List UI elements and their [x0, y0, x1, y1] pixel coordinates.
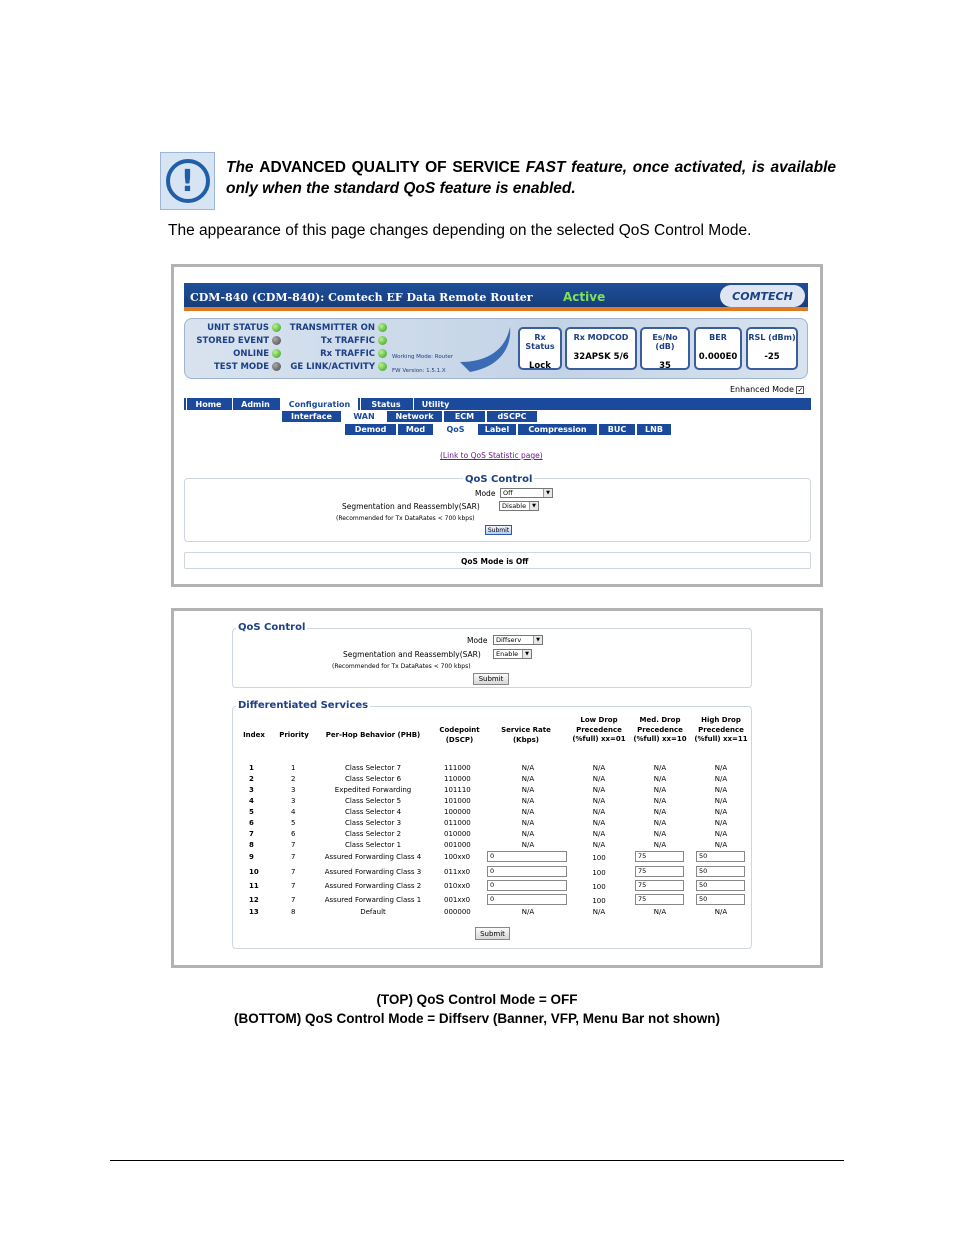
cell-priority: 7: [291, 841, 296, 849]
cell-low: N/A: [592, 830, 606, 838]
submit-button-3[interactable]: Submit: [475, 927, 510, 940]
led-icon: [378, 336, 387, 345]
status-box-value: 35: [659, 361, 671, 371]
note-text: [226, 157, 836, 199]
menu-tab-label[interactable]: Label: [478, 424, 516, 435]
cell-priority: 4: [291, 808, 296, 816]
recommended-note-2: (Recommended for Tx DataRates < 700 kbps): [332, 663, 471, 670]
menu-tab-utility[interactable]: Utility: [413, 398, 457, 410]
caption-line-1: (TOP) QoS Control Mode = OFF: [376, 992, 578, 1007]
status-box-value: -25: [764, 352, 780, 362]
qos-mode-status: QoS Mode is Off: [461, 557, 529, 566]
status-indicator: [284, 349, 387, 362]
cell-phb: Assured Forwarding Class 2: [324, 882, 422, 890]
mode-label: Mode: [475, 489, 496, 498]
menu-tab-qos[interactable]: QoS: [435, 424, 476, 435]
cell-rate: N/A: [521, 908, 535, 916]
cell-dscp: 101110: [444, 786, 471, 794]
qos-statistic-link[interactable]: (Link to QoS Statistic page): [440, 451, 543, 460]
header-index: Index: [243, 731, 265, 739]
swoosh-graphic: [460, 322, 520, 374]
enhanced-mode-label: Enhanced Mode: [730, 385, 794, 394]
header-phb: Per-Hop Behavior (PHB): [325, 731, 421, 739]
cell-index: 5: [249, 808, 254, 816]
status-indicator: [284, 362, 387, 375]
cell-priority: 7: [291, 868, 296, 876]
active-status: Active: [563, 290, 606, 304]
cell-dscp: 000000: [444, 908, 471, 916]
high-drop-input[interactable]: 50: [696, 866, 745, 877]
cell-index: 7: [249, 830, 254, 838]
cell-low: 100: [592, 869, 606, 877]
led-icon: [378, 323, 387, 332]
menu-tab-home[interactable]: Home: [186, 398, 230, 410]
cell-priority: 6: [291, 830, 296, 838]
med-drop-input[interactable]: 75: [635, 851, 684, 862]
sub-menu: [280, 411, 540, 422]
led-icon: [272, 336, 281, 345]
status-label: STORED EVENT: [196, 336, 269, 346]
cell-med: N/A: [653, 808, 667, 816]
cell-dscp: 011000: [444, 819, 471, 827]
status-box-label: RSL (dBm): [748, 333, 796, 342]
sar-select[interactable]: Disable ▼: [499, 501, 539, 511]
service-rate-input[interactable]: 0: [487, 880, 567, 891]
cell-priority: 7: [291, 882, 296, 890]
cell-med: N/A: [653, 764, 667, 772]
cell-low: N/A: [592, 764, 606, 772]
cell-rate: N/A: [521, 797, 535, 805]
cell-priority: 1: [291, 764, 296, 772]
cell-low: 100: [592, 883, 606, 891]
cell-med: N/A: [653, 797, 667, 805]
sar-select-2[interactable]: Enable ▼: [493, 649, 532, 659]
main-menu: [184, 398, 811, 410]
qos-control-title: QoS Control: [465, 474, 533, 485]
cell-rate: N/A: [521, 819, 535, 827]
status-indicator: [186, 323, 281, 336]
cell-med: N/A: [653, 841, 667, 849]
service-rate-input[interactable]: 0: [487, 866, 567, 877]
mode-select[interactable]: Off ▼: [500, 488, 553, 498]
mode-label-2: Mode: [467, 636, 488, 645]
led-icon: [378, 362, 387, 371]
status-label: Tx TRAFFIC: [320, 336, 375, 346]
cell-med: N/A: [653, 786, 667, 794]
header-high: High Drop Precedence (%full) xx=11: [694, 716, 748, 743]
status-label: UNIT STATUS: [207, 323, 269, 333]
cell-high: N/A: [714, 819, 728, 827]
cell-priority: 5: [291, 819, 296, 827]
cell-index: 2: [249, 775, 254, 783]
cell-priority: 7: [291, 853, 296, 861]
menu-tab-ecm[interactable]: ECM: [444, 411, 485, 422]
led-icon: [378, 349, 387, 358]
cell-med: N/A: [653, 819, 667, 827]
cell-index: 13: [249, 908, 259, 916]
med-drop-input[interactable]: 75: [635, 880, 684, 891]
led-icon: [272, 349, 281, 358]
cell-high: N/A: [714, 797, 728, 805]
cell-phb: Class Selector 2: [344, 830, 402, 838]
status-indicators-mid: [284, 323, 387, 375]
cell-rate: N/A: [521, 808, 535, 816]
cell-index: 8: [249, 841, 254, 849]
note-part: ADVANCED QUALITY OF SERVICE: [259, 159, 526, 176]
cell-low: N/A: [592, 808, 606, 816]
cell-priority: 2: [291, 775, 296, 783]
intro-text: The appearance of this page changes depending on the selected QoS Control Mode.: [168, 222, 752, 239]
status-box: [694, 327, 742, 370]
cell-dscp: 010xx0: [444, 882, 471, 890]
note-part: The: [226, 159, 260, 176]
cell-phb: Class Selector 7: [344, 764, 402, 772]
status-label: GE LINK/ACTIVITY: [290, 362, 375, 372]
cell-high: N/A: [714, 786, 728, 794]
menu-tab-interface[interactable]: Interface: [282, 411, 341, 422]
cell-med: N/A: [653, 775, 667, 783]
note-part: FAST feature, once activated, is available only when the standard QoS feature is enabled.: [226, 159, 836, 197]
status-indicators-left: [186, 323, 281, 375]
comtech-logo: COMTECH: [720, 285, 805, 307]
cell-index: 3: [249, 786, 254, 794]
menu-tab-dscpc[interactable]: dSCPC: [487, 411, 537, 422]
cell-priority: 8: [291, 908, 296, 916]
menu-tab-mod[interactable]: Mod: [398, 424, 433, 435]
status-box: [565, 327, 637, 370]
diffserv-title: Differentiated Services: [238, 700, 369, 711]
cell-med: N/A: [653, 908, 667, 916]
cell-low: 100: [592, 854, 606, 862]
med-drop-input[interactable]: 75: [635, 866, 684, 877]
cell-phb: Class Selector 3: [344, 819, 402, 827]
cell-low: N/A: [592, 786, 606, 794]
cell-phb: Assured Forwarding Class 3: [324, 868, 422, 876]
status-label: TRANSMITTER ON: [289, 323, 375, 333]
cell-phb: Expedited Forwarding: [334, 786, 412, 794]
cell-rate: N/A: [521, 786, 535, 794]
cell-priority: 3: [291, 797, 296, 805]
cell-priority: 7: [291, 896, 296, 904]
status-indicator: [284, 336, 387, 349]
header-priority: Priority: [279, 731, 309, 739]
enhanced-mode[interactable]: [730, 385, 804, 394]
med-drop-input[interactable]: 75: [635, 894, 684, 905]
cell-high: N/A: [714, 764, 728, 772]
cell-dscp: 110000: [444, 775, 471, 783]
status-indicator: [186, 336, 281, 349]
status-box-value: 32APSK 5/6: [573, 352, 629, 362]
working-mode: Working Mode: Router: [392, 354, 453, 360]
menu-tab-network[interactable]: Network: [387, 411, 442, 422]
cell-low: N/A: [592, 819, 606, 827]
status-label: Rx TRAFFIC: [320, 349, 375, 359]
cell-high: N/A: [714, 908, 728, 916]
fw-version: FW Version: 1.5.1.X: [392, 368, 446, 374]
status-indicator: [284, 323, 387, 336]
status-box-label: Rx Status: [525, 333, 555, 351]
cell-index: 10: [249, 868, 259, 876]
qos-control-title-2: QoS Control: [238, 622, 306, 633]
status-label: ONLINE: [233, 349, 269, 359]
menu-tab-admin[interactable]: Admin: [232, 398, 278, 410]
footer-rule: [110, 1160, 844, 1161]
menu-tab-buc[interactable]: BUC: [599, 424, 635, 435]
status-label: TEST MODE: [213, 362, 269, 372]
cell-rate: N/A: [521, 841, 535, 849]
status-box: [640, 327, 690, 370]
sar-label: Segmentation and Reassembly(SAR): [342, 502, 480, 511]
led-icon: [272, 362, 281, 371]
cell-low: N/A: [592, 775, 606, 783]
cell-dscp: 011xx0: [444, 868, 471, 876]
cell-dscp: 111000: [444, 764, 471, 772]
high-drop-input[interactable]: 50: [696, 851, 745, 862]
cell-med: N/A: [653, 830, 667, 838]
status-box-label: Rx MODCOD: [573, 333, 629, 342]
cell-phb: Default: [360, 908, 386, 916]
banner-title: CDM-840 (CDM-840): Comtech EF Data Remote Router: [190, 291, 533, 304]
status-indicator: [186, 349, 281, 362]
menu-tab-compression[interactable]: Compression: [518, 424, 597, 435]
menu-tab-status[interactable]: Status: [360, 398, 411, 410]
status-box-label: Es/No (dB): [652, 333, 678, 351]
cell-index: 12: [249, 896, 259, 904]
cell-index: 9: [249, 853, 254, 861]
submit-button[interactable]: Submit: [485, 525, 512, 535]
cell-index: 6: [249, 819, 254, 827]
cell-rate: N/A: [521, 764, 535, 772]
cell-rate: N/A: [521, 775, 535, 783]
cell-dscp: 100000: [444, 808, 471, 816]
cell-phb: Assured Forwarding Class 4: [324, 853, 422, 861]
cell-high: N/A: [714, 775, 728, 783]
cell-priority: 3: [291, 786, 296, 794]
cell-index: 4: [249, 797, 254, 805]
submit-button-2[interactable]: Submit: [473, 673, 509, 685]
cell-phb: Class Selector 6: [344, 775, 402, 783]
cell-phb: Class Selector 4: [344, 808, 402, 816]
status-box: [746, 327, 798, 370]
cell-dscp: 100xx0: [444, 853, 471, 861]
cell-phb: Assured Forwarding Class 1: [324, 896, 422, 904]
service-rate-input[interactable]: 0: [487, 851, 567, 862]
caution-icon: !: [160, 152, 215, 210]
menu-tab-demod[interactable]: Demod: [345, 424, 396, 435]
high-drop-input[interactable]: 50: [696, 894, 745, 905]
recommended-note: (Recommended for Tx DataRates < 700 kbps): [336, 515, 475, 522]
cell-phb: Class Selector 5: [344, 797, 402, 805]
cell-dscp: 001xx0: [444, 896, 471, 904]
cell-low: 100: [592, 897, 606, 905]
cell-high: N/A: [714, 841, 728, 849]
header-codepoint: Codepoint (DSCP): [439, 726, 480, 744]
cell-low: N/A: [592, 908, 606, 916]
cell-dscp: 101000: [444, 797, 471, 805]
cell-dscp: 001000: [444, 841, 471, 849]
sub-sub-menu: [340, 424, 675, 435]
enhanced-mode-checkbox[interactable]: ✓: [797, 385, 804, 394]
cell-phb: Class Selector 1: [344, 841, 402, 849]
status-box-label: BER: [709, 333, 727, 342]
header-med: Med. Drop Precedence (%full) xx=10: [633, 716, 687, 743]
status-indicator: [186, 362, 281, 375]
high-drop-input[interactable]: 50: [696, 880, 745, 891]
cell-dscp: 010000: [444, 830, 471, 838]
status-box-value: 0.000E0: [698, 352, 738, 362]
menu-tab-lnb[interactable]: LNB: [637, 424, 671, 435]
cell-high: N/A: [714, 830, 728, 838]
led-icon: [272, 323, 281, 332]
cell-low: N/A: [592, 797, 606, 805]
header-rate: Service Rate (Kbps): [501, 726, 551, 744]
caption-line-2: (BOTTOM) QoS Control Mode = Diffserv (Banner, VFP, Menu Bar not shown): [234, 1011, 720, 1026]
cell-low: N/A: [592, 841, 606, 849]
cell-index: 1: [249, 764, 254, 772]
status-box: [518, 327, 562, 370]
header-low: Low Drop Precedence (%full) xx=01: [572, 716, 626, 743]
cell-rate: N/A: [521, 830, 535, 838]
sar-label-2: Segmentation and Reassembly(SAR): [343, 650, 481, 659]
menu-tab-configuration[interactable]: Configuration: [280, 398, 358, 410]
cell-index: 11: [249, 882, 259, 890]
mode-select-2[interactable]: Diffserv ▼: [493, 635, 543, 645]
menu-tab-wan[interactable]: WAN: [343, 411, 385, 422]
cell-high: N/A: [714, 808, 728, 816]
figure-caption: [0, 990, 954, 1028]
service-rate-input[interactable]: 0: [487, 894, 567, 905]
status-box-value: Lock: [529, 361, 551, 371]
